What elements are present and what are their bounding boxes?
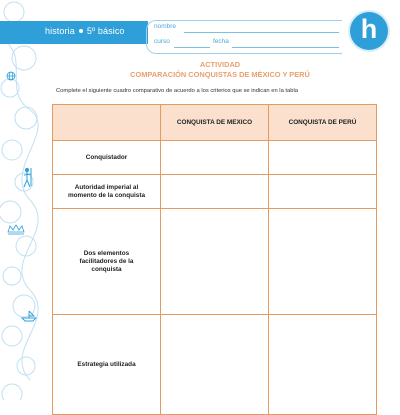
- row-label-autoridad: Autoridad imperial al momento de la conquista: [53, 175, 161, 209]
- row-label-elementos: Dos elementos facilitadores de la conquista: [53, 209, 161, 315]
- instructions-text: Complete el siguiente cuadro comparativo de acuerdo a los criterios que se indican en la tabla: [56, 88, 299, 94]
- header-cell-empty: [53, 105, 161, 141]
- answer-cell-mexico-conquistador[interactable]: [161, 141, 269, 175]
- date-label: fecha: [213, 38, 229, 45]
- grade-name: 5º básico: [86, 26, 125, 36]
- logo-icon: [350, 12, 388, 50]
- table-row: [53, 141, 377, 175]
- header-cell-mexico: CONQUISTA DE MEXICO: [161, 105, 269, 141]
- swirl-pattern-icon: [0, 0, 40, 400]
- answer-cell-mexico-elementos[interactable]: [161, 209, 269, 315]
- table-row: [53, 175, 377, 209]
- answer-cell-peru-autoridad[interactable]: [269, 175, 377, 209]
- subject-name: historia: [45, 26, 75, 36]
- bullet-icon: [79, 29, 83, 33]
- answer-cell-peru-conquistador[interactable]: [269, 141, 377, 175]
- answer-cell-mexico-autoridad[interactable]: [161, 175, 269, 209]
- name-label: nombre: [154, 23, 177, 30]
- row-label-conquistador: Conquistador: [53, 141, 161, 175]
- course-label: curso: [154, 38, 170, 45]
- course-field[interactable]: [174, 47, 210, 48]
- header-cell-peru: CONQUISTA DE PERÚ: [269, 105, 377, 141]
- date-field[interactable]: [232, 47, 339, 48]
- name-field[interactable]: [184, 32, 339, 33]
- comparison-table: [52, 104, 377, 415]
- row-label-estrategia: Estrategia utilizada: [53, 315, 161, 415]
- table-header-row: [53, 105, 377, 141]
- table-row: [53, 209, 377, 315]
- subject-label: [45, 26, 125, 36]
- activity-label: ACTIVIDAD: [199, 60, 241, 69]
- answer-cell-peru-elementos[interactable]: [269, 209, 377, 315]
- activity-title: COMPARACIÓN CONQUISTAS DE MÉXICO Y PERÚ: [130, 70, 310, 79]
- decorative-side-strip: [0, 0, 40, 400]
- logo-letter: h: [360, 14, 378, 44]
